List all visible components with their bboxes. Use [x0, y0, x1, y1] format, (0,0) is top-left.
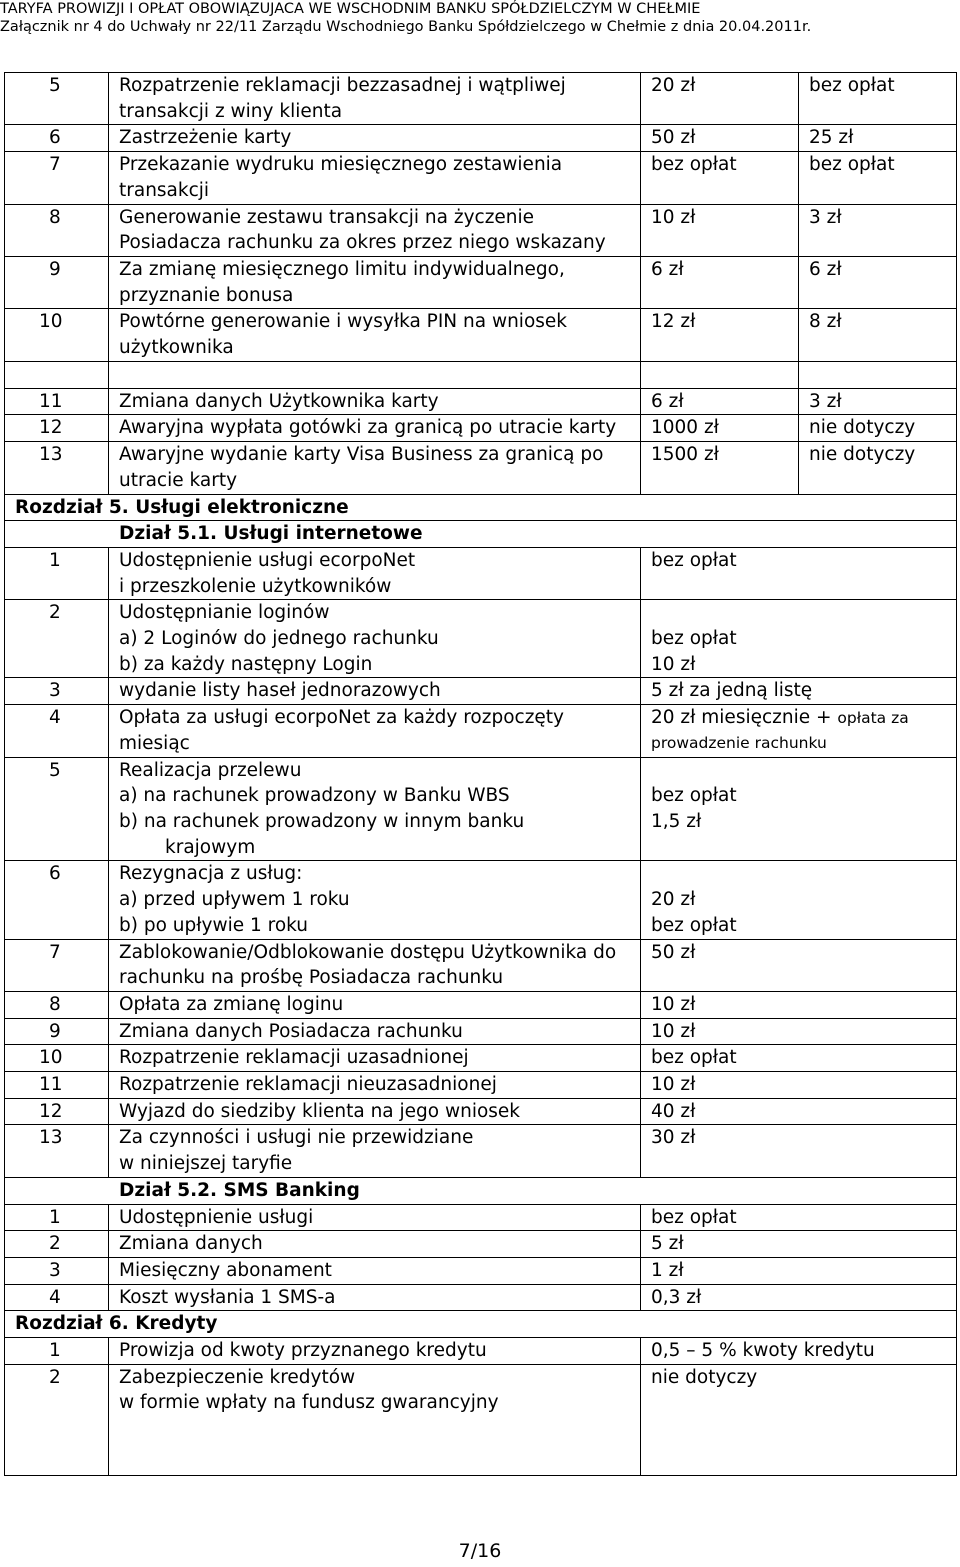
row-number: 10 — [5, 309, 109, 361]
table-row — [5, 1257, 957, 1284]
row-price-1: 50 zł — [641, 125, 799, 152]
row-price: 5 zł — [641, 1231, 957, 1258]
table-row — [5, 388, 957, 415]
row-description: Awaryjna wypłata gotówki za granicą po utracie karty — [109, 415, 641, 442]
section-heading-row — [5, 521, 957, 548]
sms-banking-section — [5, 1204, 957, 1311]
section-5-1-heading: Dział 5.1. Usługi internetowe — [5, 521, 957, 548]
row-number: 4 — [5, 705, 109, 757]
row-price: 50 zł — [641, 939, 957, 991]
row-description: Zastrzeżenie karty — [109, 125, 641, 152]
table-row — [5, 547, 957, 599]
chapter-5-heading: Rozdział 5. Usługi elektroniczne — [5, 494, 957, 521]
row-number: 1 — [5, 1204, 109, 1231]
chapter-heading-row — [5, 1311, 957, 1338]
table-row — [5, 1338, 957, 1365]
card-fees-section — [5, 73, 957, 495]
row-price-1: 1000 zł — [641, 415, 799, 442]
table-row — [5, 861, 957, 939]
table-row — [5, 1204, 957, 1231]
row-number: 1 — [5, 547, 109, 599]
row-description: Zabezpieczenie kredytów w formie wpłaty na fundusz gwarancyjny — [109, 1364, 641, 1475]
row-price-1: bez opłat — [641, 152, 799, 204]
row-price-2: nie dotyczy — [799, 415, 957, 442]
row-price: 20 zł miesięcznie + opłata za prowadzenie rachunku — [641, 705, 957, 757]
row-description: Zmiana danych Posiadacza rachunku — [109, 1018, 641, 1045]
row-price-2: 3 zł — [799, 204, 957, 256]
row-description: Zablokowanie/Odblokowanie dostępu Użytkownika do rachunku na prośbę Posiadacza rachunku — [109, 939, 641, 991]
row-number: 7 — [5, 152, 109, 204]
row-price-2: 3 zł — [799, 388, 957, 415]
row-description: Udostępnianie loginów a) 2 Loginów do jednego rachunku b) za każdy następny Login — [109, 600, 641, 678]
table-row — [5, 1364, 957, 1475]
row-number: 7 — [5, 939, 109, 991]
row-description: Przekazanie wydruku miesięcznego zestawienia transakcji — [109, 152, 641, 204]
header-subtitle: Załącznik nr 4 do Uchwały nr 22/11 Zarządu Wschodniego Banku Spółdzielczego w Chełmie z dnia 20.04.2011r. — [0, 19, 812, 35]
row-description: Miesięczny abonament — [109, 1257, 641, 1284]
row-number: 2 — [5, 1231, 109, 1258]
row-price-2: 8 zł — [799, 309, 957, 361]
row-description: Zmiana danych Użytkownika karty — [109, 388, 641, 415]
row-description: Za zmianę miesięcznego limitu indywidualnego, przyznanie bonusa — [109, 256, 641, 308]
table-row — [5, 1125, 957, 1177]
row-description: Opłata za zmianę loginu — [109, 991, 641, 1018]
table-row — [5, 1231, 957, 1258]
row-price: 40 zł — [641, 1098, 957, 1125]
row-description: Generowanie zestawu transakcji na życzenie Posiadacza rachunku za okres przez niego wskazany — [109, 204, 641, 256]
row-description: Rozpatrzenie reklamacji nieuzasadnionej — [109, 1072, 641, 1099]
row-number: 2 — [5, 600, 109, 678]
row-number: 4 — [5, 1284, 109, 1311]
header-title: TARYFA PROWIZJI I OPŁAT OBOWIĄZUJACA WE WSCHODNIM BANKU SPÓŁDZIELCZYM W CHEŁMIE — [0, 1, 701, 17]
row-price: nie dotyczy — [641, 1364, 957, 1475]
table-row — [5, 991, 957, 1018]
row-number: 9 — [5, 256, 109, 308]
row-number: 3 — [5, 1257, 109, 1284]
row-price: 5 zł za jedną listę — [641, 678, 957, 705]
row-price-1: 6 zł — [641, 256, 799, 308]
table-row — [5, 1098, 957, 1125]
chapter-heading-row — [5, 494, 957, 521]
table-row — [5, 309, 957, 361]
row-price-2: 6 zł — [799, 256, 957, 308]
row-number: 2 — [5, 1364, 109, 1475]
document-header — [0, 0, 960, 36]
row-price: bez opłat — [641, 1045, 957, 1072]
row-price-2: bez opłat — [799, 152, 957, 204]
row-number: 5 — [5, 73, 109, 125]
row-price: 0,5 – 5 % kwoty kredytu — [641, 1338, 957, 1365]
table-row — [5, 1045, 957, 1072]
row-description: Powtórne generowanie i wysyłka PIN na wniosek użytkownika — [109, 309, 641, 361]
row-description: Udostępnienie usługi — [109, 1204, 641, 1231]
row-description: Awaryjne wydanie karty Visa Business za granicą po utracie karty — [109, 442, 641, 494]
row-number: 11 — [5, 388, 109, 415]
row-description: Prowizja od kwoty przyznanego kredytu — [109, 1338, 641, 1365]
table-row — [5, 152, 957, 204]
row-number: 8 — [5, 991, 109, 1018]
row-price-1: 12 zł — [641, 309, 799, 361]
row-description: Zmiana danych — [109, 1231, 641, 1258]
table-row — [5, 1072, 957, 1099]
row-description: Udostępnienie usługi ecorpoNet i przeszkolenie użytkowników — [109, 547, 641, 599]
row-price: 20 zł bez opłat — [641, 861, 957, 939]
row-price-1: 10 zł — [641, 204, 799, 256]
table-row — [5, 705, 957, 757]
row-price-2: bez opłat — [799, 73, 957, 125]
row-description: Realizacja przelewu a) na rachunek prowadzony w Banku WBS b) na rachunek prowadzony w innym banku krajowym — [109, 757, 641, 861]
row-price: 10 zł — [641, 1018, 957, 1045]
credits-section — [5, 1311, 957, 1475]
table-row — [5, 125, 957, 152]
table-row — [5, 256, 957, 308]
row-number: 10 — [5, 1045, 109, 1072]
table-row — [5, 678, 957, 705]
row-price: 30 zł — [641, 1125, 957, 1177]
table-row — [5, 757, 957, 861]
row-price: 1 zł — [641, 1257, 957, 1284]
row-number: 12 — [5, 415, 109, 442]
table-row — [5, 415, 957, 442]
section-heading-row — [5, 1177, 957, 1204]
table-row — [5, 1018, 957, 1045]
table-row — [5, 204, 957, 256]
row-description: Wyjazd do siedziby klienta na jego wniosek — [109, 1098, 641, 1125]
row-price: bez opłat — [641, 547, 957, 599]
row-description: Opłata za usługi ecorpoNet za każdy rozpoczęty miesiąc — [109, 705, 641, 757]
row-description: Rozpatrzenie reklamacji uzasadnionej — [109, 1045, 641, 1072]
row-number: 5 — [5, 757, 109, 861]
row-number: 8 — [5, 204, 109, 256]
row-number: 3 — [5, 678, 109, 705]
row-price: 10 zł — [641, 1072, 957, 1099]
table-row — [5, 600, 957, 678]
row-description: Rozpatrzenie reklamacji bezzasadnej i wątpliwej transakcji z winy klienta — [109, 73, 641, 125]
row-price-1: 1500 zł — [641, 442, 799, 494]
row-description: Koszt wysłania 1 SMS-a — [109, 1284, 641, 1311]
row-number: 13 — [5, 442, 109, 494]
row-number: 13 — [5, 1125, 109, 1177]
row-description: Za czynności i usługi nie przewidziane w niniejszej taryfie — [109, 1125, 641, 1177]
table-row — [5, 442, 957, 494]
row-price-2: 25 zł — [799, 125, 957, 152]
table-row — [5, 1284, 957, 1311]
chapter-6-heading: Rozdział 6. Kredyty — [5, 1311, 957, 1338]
row-number: 1 — [5, 1338, 109, 1365]
table-row — [5, 939, 957, 991]
row-price: bez opłat 10 zł — [641, 600, 957, 678]
row-description: wydanie listy haseł jednorazowych — [109, 678, 641, 705]
page-number: 7/16 — [458, 1540, 502, 1562]
row-price-2: nie dotyczy — [799, 442, 957, 494]
row-number: 12 — [5, 1098, 109, 1125]
row-price: bez opłat 1,5 zł — [641, 757, 957, 861]
table-row — [5, 73, 957, 125]
section-5-2-heading: Dział 5.2. SMS Banking — [5, 1177, 957, 1204]
row-price: bez opłat — [641, 1204, 957, 1231]
row-number: 11 — [5, 1072, 109, 1099]
spacer-row — [5, 361, 957, 388]
row-number: 9 — [5, 1018, 109, 1045]
row-description: Rezygnacja z usług: a) przed upływem 1 roku b) po upływie 1 roku — [109, 861, 641, 939]
row-price: 10 zł — [641, 991, 957, 1018]
row-price-1: 6 zł — [641, 388, 799, 415]
row-number: 6 — [5, 861, 109, 939]
row-price-1: 20 zł — [641, 73, 799, 125]
tariff-table — [4, 72, 957, 1476]
electronic-services-section — [5, 494, 957, 1204]
row-price: 0,3 zł — [641, 1284, 957, 1311]
row-number: 6 — [5, 125, 109, 152]
